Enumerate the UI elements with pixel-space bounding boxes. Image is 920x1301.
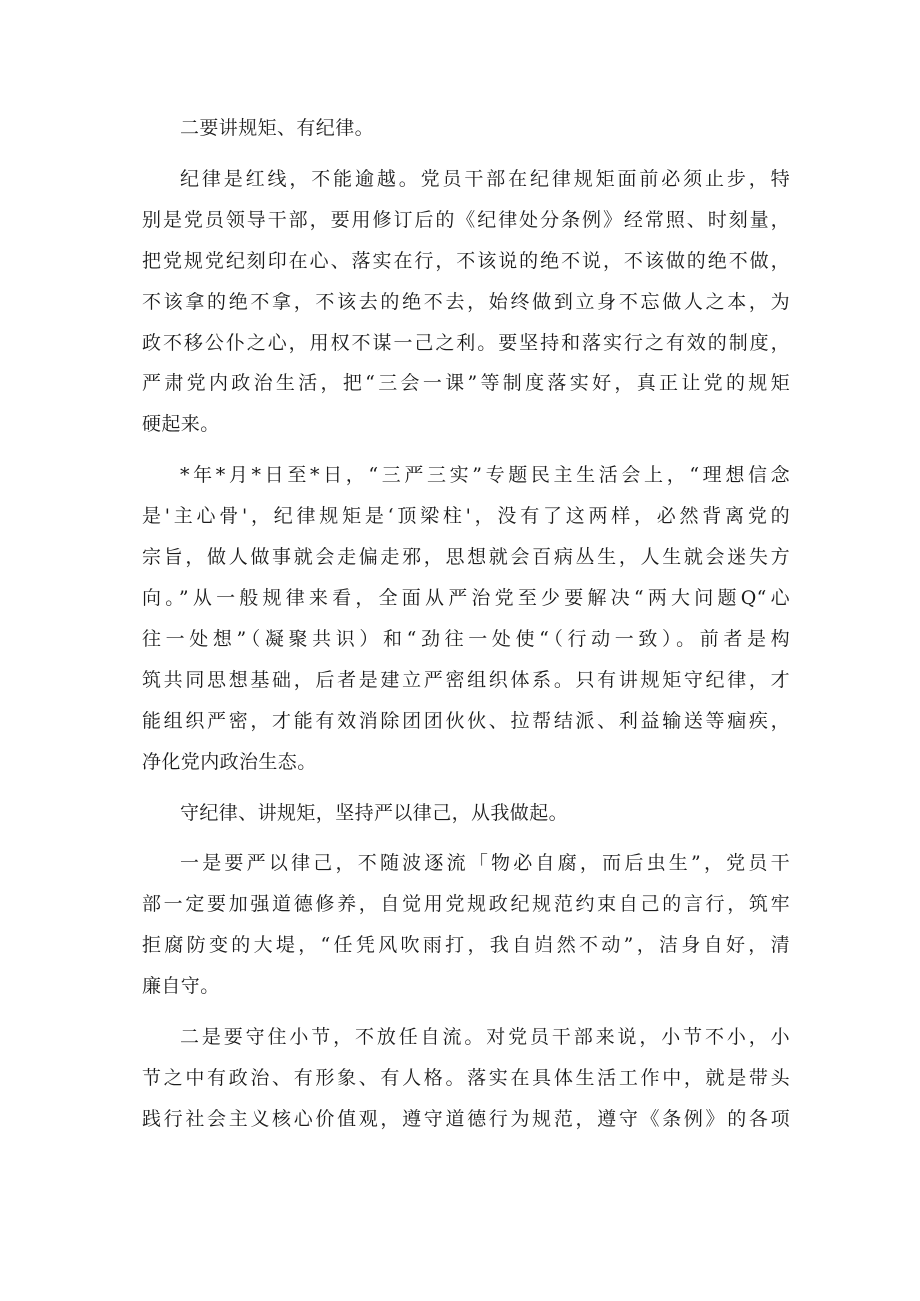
text-line: 政不移公仆之心，用权不谋一己之利。要坚持和落实行之有效的制度， (142, 331, 790, 354)
paragraph (142, 159, 790, 445)
text-line: *年*月*日至*日，“三严三实”专题民主生活会上，“理想信念 (180, 464, 790, 487)
text-line: 严肃党内政治生活，把“三会一课”等制度落实好，真正让党的规矩 (142, 372, 790, 395)
text-line: 二要讲规矩、有纪律。 (180, 117, 375, 139)
paragraph (142, 1017, 790, 1140)
paragraph (142, 108, 790, 149)
text-line: 守纪律、讲规矩，坚持严以律己，从我做起。 (180, 801, 569, 824)
paragraph (142, 455, 790, 782)
text-line: 是'主心骨'，纪律规矩是‘顶梁柱'，没有了这两样，必然背离党的 (142, 505, 790, 528)
text-line: 拒腐防变的大堤，“任凭风吹雨打，我自岿然不动”，洁身自好，清 (142, 934, 790, 957)
text-line: 往一处想”（凝聚共识）和“劲往一处使“（行动一致）。前者是构 (142, 627, 790, 650)
text-line: 廉自守。 (142, 975, 220, 998)
text-line: 节之中有政治、有形象、有人格。落实在具体生活工作中，就是带头 (142, 1066, 790, 1089)
text-line: 纪律是红线，不能逾越。党员干部在纪律规矩面前必须止步，特 (180, 167, 790, 190)
text-line: 向。”从一般规律来看，全面从严治党至少要解决“两大问题Q“心 (142, 586, 790, 609)
document-body (142, 108, 790, 1140)
paragraph (142, 843, 790, 1007)
text-line: 部一定要加强道德修养，自觉用党规政纪规范约束自己的言行，筑牢 (142, 893, 790, 916)
text-line: 宗旨，做人做事就会走偏走邪，思想就会百病丛生，人生就会迷失方 (142, 546, 790, 569)
text-line: 践行社会主义核心价值观，遵守道德行为规范，遵守《条例》的各项 (142, 1107, 790, 1130)
text-line: 不该拿的绝不拿，不该去的绝不去，始终做到立身不忘做人之本，为 (142, 290, 790, 313)
text-line: 把党规党纪刻印在心、落实在行，不该说的绝不说，不该做的绝不做， (142, 249, 790, 272)
text-line: 能组织严密，才能有效消除团团伙伙、拉帮结派、利益输送等痼疾， (142, 709, 790, 732)
text-line: 二是要守住小节，不放任自流。对党员干部来说，小节不小，小 (180, 1026, 790, 1049)
text-line: 硬起来。 (142, 413, 220, 436)
text-line: 净化党内政治生态。 (142, 750, 317, 773)
text-line: 一是要严以律己，不随波逐流「物必自腐，而后虫生”，党员干 (180, 852, 790, 875)
paragraph (142, 793, 790, 834)
text-line: 筑共同思想基础，后者是建立严密组织体系。只有讲规矩守纪律，才 (142, 668, 790, 691)
text-line: 别是党员领导干部，要用修订后的《纪律处分条例》经常照、时刻量， (142, 208, 790, 231)
